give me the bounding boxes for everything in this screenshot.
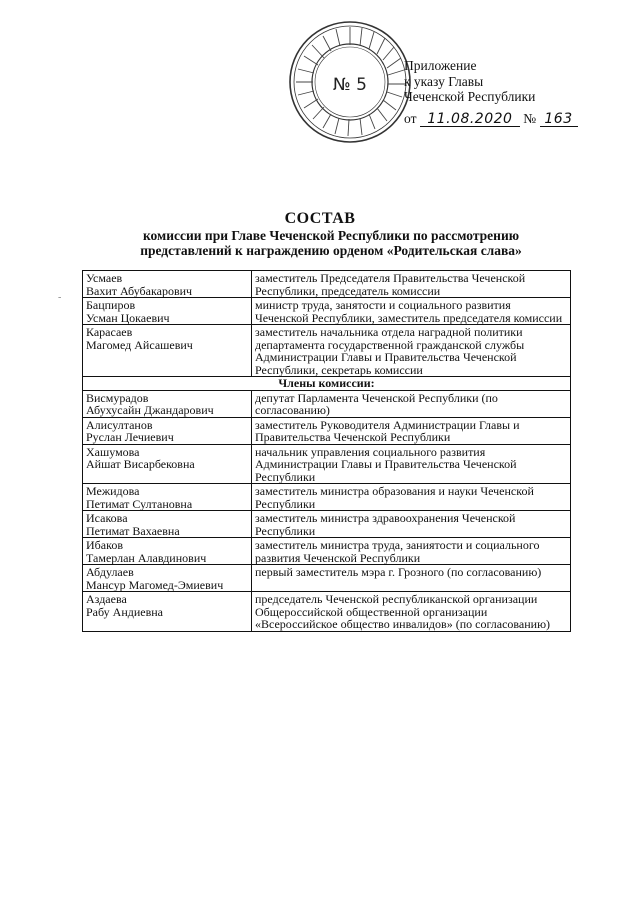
member-surname: Висмурадов xyxy=(86,390,149,405)
member-given-name: Абухусайн Джандарович xyxy=(86,403,214,417)
member-given-name: Вахит Абубакарович xyxy=(86,283,193,298)
document-subtitle xyxy=(80,228,582,258)
member-surname: Хашумова xyxy=(86,444,140,459)
member-position-cell xyxy=(252,511,571,538)
member-surname: Ибаков xyxy=(86,538,123,552)
member-name-cell xyxy=(83,538,252,565)
member-surname: Межидова xyxy=(86,484,140,498)
member-surname: Исакова xyxy=(86,511,128,525)
decree-date: 11.08.2020 xyxy=(420,112,520,127)
member-position-cell xyxy=(252,592,571,632)
composition-table xyxy=(82,270,571,632)
member-position-cell xyxy=(252,390,571,417)
member-position: заместитель Руководителя Администрации Главы и Правительства Чеченской Республики xyxy=(255,417,520,444)
member-given-name: Айшат Висарбековна xyxy=(86,457,195,471)
members-section-heading: Члены комиссии: xyxy=(83,377,571,391)
appendix-line-1: Приложение xyxy=(404,58,477,73)
member-position-cell xyxy=(252,565,571,592)
member-position: председатель Чеченской республиканской организации Общероссийской общественной организации «Всероссийское общество инвалидов» (по согласованию) xyxy=(255,592,551,631)
member-position-cell xyxy=(252,417,571,444)
member-name-cell xyxy=(83,592,252,632)
from-label: от xyxy=(404,110,417,126)
member-position: заместитель министра здравоохранения Чеченской Республики xyxy=(255,511,516,538)
member-position: депутат Парламента Чеченской Республики (по согласованию) xyxy=(255,390,498,417)
member-surname: Абдулаев xyxy=(86,565,134,579)
member-position: заместитель министра труда, заниятости и социального развития Чеченской Республики xyxy=(255,538,540,565)
decree-date-row xyxy=(404,111,578,127)
table-row xyxy=(83,511,571,538)
member-position-cell xyxy=(252,298,571,325)
member-given-name: Тамерлан Алавдинович xyxy=(86,550,207,565)
table-row xyxy=(83,538,571,565)
member-position: первый заместитель мэра г. Грозного (по согласованию) xyxy=(255,565,542,579)
member-surname: Алисултанов xyxy=(86,417,153,432)
member-position: министр труда, занятости и социального развития Чеченской Республики, заместитель председателя комиссии xyxy=(255,298,563,325)
table-row xyxy=(83,417,571,444)
table-row xyxy=(83,592,571,632)
member-surname: Усмаев xyxy=(86,271,123,285)
appendix-line-3: Чеченской Республики xyxy=(404,89,536,104)
member-position: заместитель начальника отдела наградной политики департамента государственной гражданской службы Администрации Главы и Правительства Чеченской Республики, секретарь комиссии xyxy=(255,325,525,377)
appendix-header xyxy=(404,58,578,127)
member-given-name: Петимат Вахаевна xyxy=(86,523,180,538)
table-row xyxy=(83,271,571,298)
member-position: заместитель Председателя Правительства Чеченской Республики, председатель комиссии xyxy=(255,271,526,298)
document-title: СОСТАВ xyxy=(284,210,356,227)
member-given-name: Руслан Лечиевич xyxy=(86,430,174,444)
official-seal-icon xyxy=(286,18,417,146)
member-position-cell xyxy=(252,271,571,298)
member-name-cell xyxy=(83,511,252,538)
table-row xyxy=(83,444,571,484)
section-row xyxy=(83,377,571,391)
table-row xyxy=(83,565,571,592)
member-name-cell xyxy=(83,325,252,377)
appendix-line-2: к указу Главы xyxy=(404,73,484,89)
number-label: № xyxy=(523,110,537,126)
member-name-cell xyxy=(83,390,252,417)
member-name-cell xyxy=(83,271,252,298)
member-surname: Аздаева xyxy=(86,592,127,606)
stamp-label: № 5 xyxy=(333,75,367,95)
subtitle-line-1: комиссии при Главе Чеченской Республики по рассмотрению xyxy=(142,228,520,243)
member-name-cell xyxy=(83,484,252,511)
member-name-cell xyxy=(83,298,252,325)
member-given-name: Петимат Султановна xyxy=(86,496,193,511)
member-given-name: Рабу Андиевна xyxy=(86,604,164,619)
member-position-cell xyxy=(252,538,571,565)
table-row xyxy=(83,484,571,511)
member-name-cell xyxy=(83,444,252,484)
subtitle-line-2: представлений к награждению орденом «Родительская слава» xyxy=(140,243,522,258)
table-row xyxy=(83,325,571,377)
table-row xyxy=(83,390,571,417)
member-name-cell xyxy=(83,565,252,592)
member-given-name: Усман Цокаевич xyxy=(86,310,170,325)
margin-mark: - xyxy=(58,292,62,303)
member-position: начальник управления социального развития Администрации Главы и Правительства Чеченской Республики xyxy=(255,444,517,484)
member-given-name: Мансур Магомед-Эмиевич xyxy=(86,577,224,592)
member-position-cell xyxy=(252,444,571,484)
table-row xyxy=(83,298,571,325)
member-position-cell xyxy=(252,325,571,377)
member-surname: Карасаев xyxy=(86,325,133,339)
member-surname: Бацпиров xyxy=(86,298,136,312)
member-position: заместитель министра образования и науки Чеченской Республики xyxy=(255,484,534,511)
decree-number: 163 xyxy=(540,112,578,127)
member-given-name: Магомед Айсашевич xyxy=(86,337,193,352)
member-position-cell xyxy=(252,484,571,511)
member-name-cell xyxy=(83,417,252,444)
